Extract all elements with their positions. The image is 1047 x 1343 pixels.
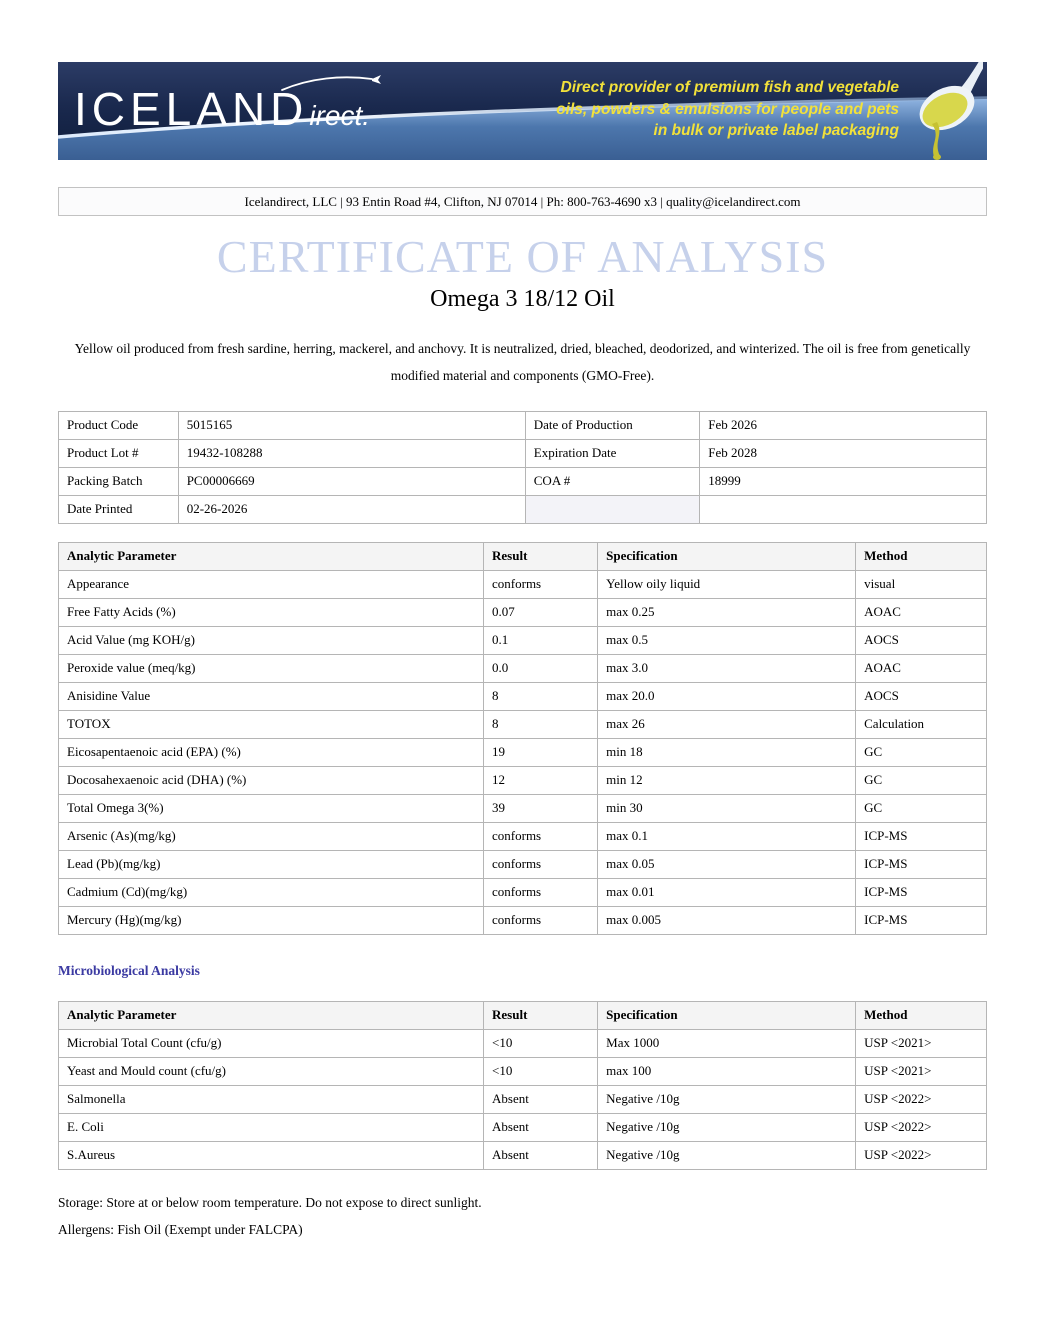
- table-cell: AOAC: [856, 654, 987, 682]
- table-cell: 12: [484, 766, 598, 794]
- table-cell: Peroxide value (meq/kg): [59, 654, 484, 682]
- table-cell: max 0.05: [598, 850, 856, 878]
- table-cell: S.Aureus: [59, 1141, 484, 1169]
- table-row: [59, 710, 987, 738]
- table-cell: GC: [856, 766, 987, 794]
- info-value-cell: [700, 495, 987, 523]
- column-header: Method: [856, 1001, 987, 1029]
- table-row: [59, 906, 987, 934]
- table-row: [59, 439, 987, 467]
- page-title: CERTIFICATE OF ANALYSIS: [216, 231, 829, 282]
- table-cell: max 26: [598, 710, 856, 738]
- brand-tagline: [556, 77, 899, 142]
- table-cell: 8: [484, 682, 598, 710]
- column-header: Specification: [598, 1001, 856, 1029]
- table-row: [59, 1141, 987, 1169]
- table-cell: Salmonella: [59, 1085, 484, 1113]
- table-cell: Appearance: [59, 570, 484, 598]
- column-header: Analytic Parameter: [59, 542, 484, 570]
- info-label-cell: Packing Batch: [59, 467, 179, 495]
- chemical-analysis-table: [58, 542, 987, 935]
- table-cell: 0.0: [484, 654, 598, 682]
- table-row: [59, 570, 987, 598]
- brand-banner: [58, 62, 987, 160]
- table-cell: E. Coli: [59, 1113, 484, 1141]
- table-cell: max 0.1: [598, 822, 856, 850]
- table-cell: 19: [484, 738, 598, 766]
- table-cell: max 0.005: [598, 906, 856, 934]
- table-row: [59, 1057, 987, 1085]
- column-header: Result: [484, 542, 598, 570]
- product-name: Omega 3 18/12 Oil: [430, 285, 615, 312]
- table-cell: conforms: [484, 822, 598, 850]
- table-cell: USP <2022>: [856, 1141, 987, 1169]
- table-row: [59, 738, 987, 766]
- table-cell: ICP-MS: [856, 878, 987, 906]
- table-cell: Anisidine Value: [59, 682, 484, 710]
- header-row: [59, 1001, 987, 1029]
- column-header: Analytic Parameter: [59, 1001, 484, 1029]
- table-row: [59, 850, 987, 878]
- header-row: [59, 542, 987, 570]
- table-cell: <10: [484, 1029, 598, 1057]
- info-label-cell: Date of Production: [525, 411, 699, 439]
- table-cell: USP <2021>: [856, 1057, 987, 1085]
- info-value-cell: PC00006669: [178, 467, 525, 495]
- table-cell: max 20.0: [598, 682, 856, 710]
- table-cell: max 0.5: [598, 626, 856, 654]
- table-cell: ICP-MS: [856, 906, 987, 934]
- logo-text-suffix: irect.: [309, 100, 371, 131]
- table-cell: conforms: [484, 906, 598, 934]
- info-value-cell: 18999: [700, 467, 987, 495]
- table-row: [59, 1029, 987, 1057]
- table-cell: 8: [484, 710, 598, 738]
- table-row: [59, 598, 987, 626]
- table-cell: AOCS: [856, 626, 987, 654]
- table-cell: Negative /10g: [598, 1141, 856, 1169]
- table-cell: min 12: [598, 766, 856, 794]
- table-row: [59, 495, 987, 523]
- table-cell: Cadmium (Cd)(mg/kg): [59, 878, 484, 906]
- contact-info: Icelandirect, LLC | 93 Entin Road #4, Clifton, NJ 07014 | Ph: 800-763-4690 x3 | quality@icelandirect.com: [244, 193, 801, 209]
- info-label-cell: Expiration Date: [525, 439, 699, 467]
- table-row: [59, 878, 987, 906]
- column-header: Result: [484, 1001, 598, 1029]
- table-row: [59, 654, 987, 682]
- info-value-cell: 5015165: [178, 411, 525, 439]
- table-cell: Yellow oily liquid: [598, 570, 856, 598]
- table-cell: AOCS: [856, 682, 987, 710]
- tagline-line-3: in bulk or private label packaging: [653, 122, 899, 140]
- table-cell: max 3.0: [598, 654, 856, 682]
- table-cell: GC: [856, 794, 987, 822]
- table-cell: min 18: [598, 738, 856, 766]
- table-row: [59, 794, 987, 822]
- table-cell: 0.1: [484, 626, 598, 654]
- tagline-line-1: Direct provider of premium fish and vegetable: [560, 79, 899, 96]
- microbiological-analysis-table: [58, 1001, 987, 1170]
- table-cell: Max 1000: [598, 1029, 856, 1057]
- info-value-cell: Feb 2028: [700, 439, 987, 467]
- table-cell: 39: [484, 794, 598, 822]
- table-cell: max 0.01: [598, 878, 856, 906]
- info-label-cell: Product Lot #: [59, 439, 179, 467]
- table-cell: Free Fatty Acids (%): [59, 598, 484, 626]
- section-heading-microbiological: Microbiological Analysis: [58, 962, 200, 978]
- table-row: [59, 766, 987, 794]
- table-cell: Arsenic (As)(mg/kg): [59, 822, 484, 850]
- table-cell: Mercury (Hg)(mg/kg): [59, 906, 484, 934]
- contact-bar: [58, 187, 987, 216]
- table-cell: 0.07: [484, 598, 598, 626]
- table-cell: Docosahexaenoic acid (DHA) (%): [59, 766, 484, 794]
- product-description: Yellow oil produced from fresh sardine, herring, mackerel, and anchovy. It is neutralized, dried, bleached, deodorized, and winterized. The oil is free from genetically modified material and components (GMO-Free).: [74, 340, 971, 383]
- logo-text-main: ICELAND: [74, 83, 309, 135]
- tagline-line-2: oils, powders & emulsions for people and pets: [556, 100, 899, 118]
- info-value-cell: Feb 2026: [700, 411, 987, 439]
- table-cell: conforms: [484, 878, 598, 906]
- table-cell: conforms: [484, 570, 598, 598]
- table-cell: AOAC: [856, 598, 987, 626]
- product-info-table: [58, 411, 987, 524]
- table-cell: ICP-MS: [856, 822, 987, 850]
- column-header: Specification: [598, 542, 856, 570]
- table-cell: visual: [856, 570, 987, 598]
- table-cell: Absent: [484, 1113, 598, 1141]
- table-row: [59, 1085, 987, 1113]
- table-cell: Lead (Pb)(mg/kg): [59, 850, 484, 878]
- info-label-cell: Product Code: [59, 411, 179, 439]
- table-row: [59, 1113, 987, 1141]
- column-header: Method: [856, 542, 987, 570]
- table-cell: max 100: [598, 1057, 856, 1085]
- table-cell: min 30: [598, 794, 856, 822]
- table-cell: GC: [856, 738, 987, 766]
- table-cell: ICP-MS: [856, 850, 987, 878]
- table-cell: Yeast and Mould count (cfu/g): [59, 1057, 484, 1085]
- table-cell: Acid Value (mg KOH/g): [59, 626, 484, 654]
- table-cell: max 0.25: [598, 598, 856, 626]
- table-row: [59, 822, 987, 850]
- table-row: [59, 411, 987, 439]
- table-row: [59, 467, 987, 495]
- info-label-cell: Date Printed: [59, 495, 179, 523]
- table-cell: Calculation: [856, 710, 987, 738]
- table-cell: conforms: [484, 850, 598, 878]
- table-cell: Eicosapentaenoic acid (EPA) (%): [59, 738, 484, 766]
- storage-note: Storage: Store at or below room temperature. Do not expose to direct sunlight.: [58, 1194, 482, 1210]
- table-cell: <10: [484, 1057, 598, 1085]
- info-label-cell: [525, 495, 699, 523]
- allergens-note: Allergens: Fish Oil (Exempt under FALCPA): [58, 1221, 303, 1237]
- table-cell: Absent: [484, 1141, 598, 1169]
- table-cell: TOTOX: [59, 710, 484, 738]
- fish-swoosh-icon: [280, 70, 390, 94]
- table-cell: Absent: [484, 1085, 598, 1113]
- table-cell: Negative /10g: [598, 1113, 856, 1141]
- table-cell: Microbial Total Count (cfu/g): [59, 1029, 484, 1057]
- info-value-cell: 19432-108288: [178, 439, 525, 467]
- info-label-cell: COA #: [525, 467, 699, 495]
- table-cell: USP <2021>: [856, 1029, 987, 1057]
- info-value-cell: 02-26-2026: [178, 495, 525, 523]
- table-row: [59, 682, 987, 710]
- oil-spoon-icon: [903, 62, 983, 160]
- table-cell: USP <2022>: [856, 1085, 987, 1113]
- table-cell: Total Omega 3(%): [59, 794, 484, 822]
- table-cell: USP <2022>: [856, 1113, 987, 1141]
- table-row: [59, 626, 987, 654]
- table-cell: Negative /10g: [598, 1085, 856, 1113]
